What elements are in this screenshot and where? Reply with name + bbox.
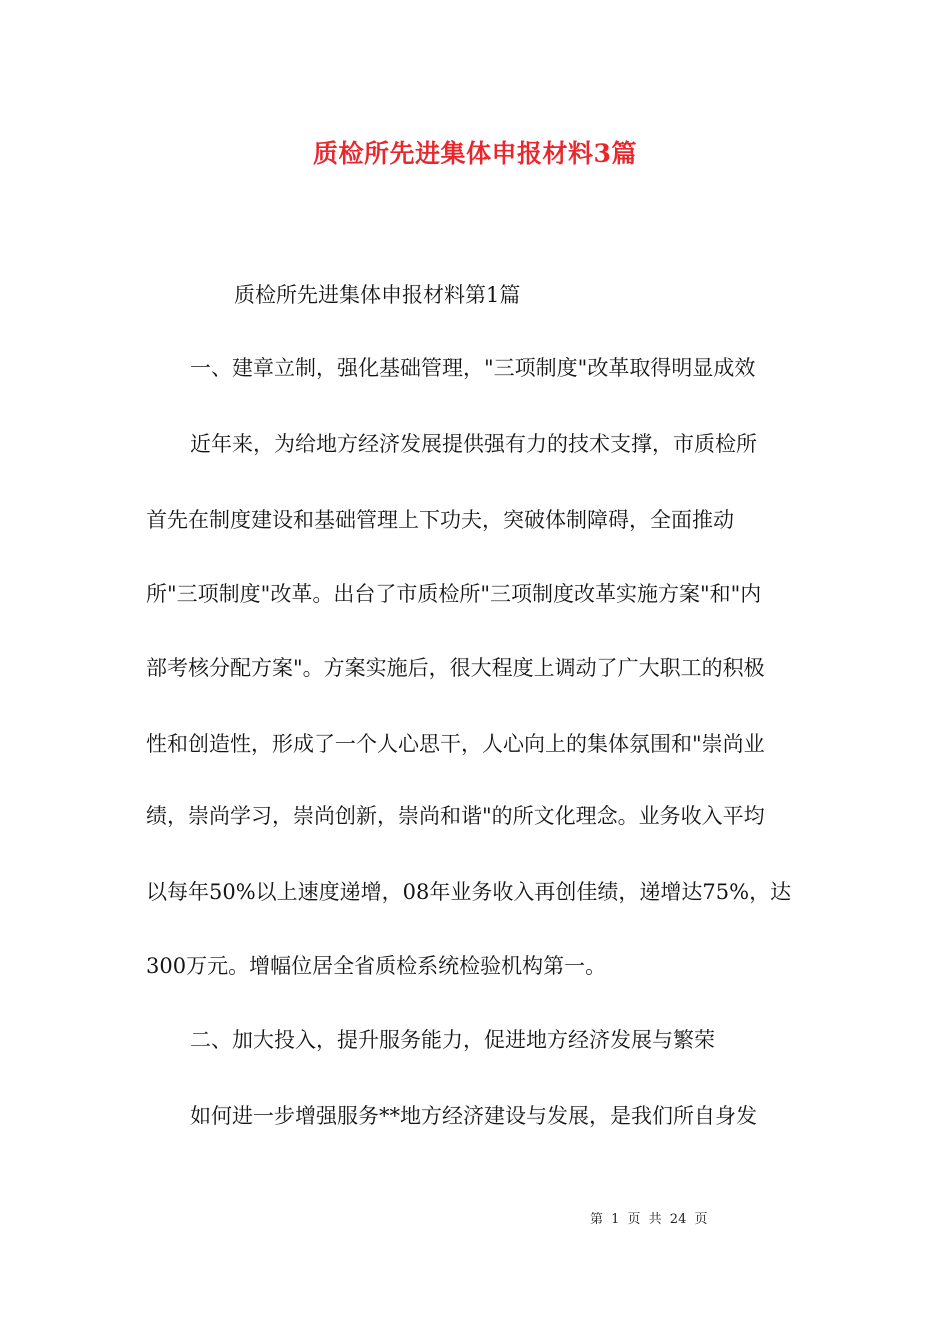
heading-2: 二、加大投入，提升服务能力，促进地方经济发展与繁荣 <box>190 1028 715 1052</box>
paragraph-line: 300万元。增幅位居全省质检系统检验机构第一。 <box>146 954 607 978</box>
paragraph-line: 首先在制度建设和基础管理上下功夫，突破体制障碍，全面推动 <box>146 508 734 532</box>
paragraph-line: 部考核分配方案"。方案实施后，很大程度上调动了广大职工的积极 <box>146 656 765 680</box>
section-heading-part1: 质检所先进集体申报材料第1篇 <box>234 283 521 307</box>
paragraph-line: 性和创造性，形成了一个人心思干，人心向上的集体氛围和"崇尚业 <box>146 732 765 756</box>
document-title: 质检所先进集体申报材料3篇 <box>313 139 637 168</box>
paragraph-line: 近年来，为给地方经济发展提供强有力的技术支撑，市质检所 <box>190 432 757 456</box>
page-footer: 第 1 页 共 24 页 <box>590 1212 708 1227</box>
paragraph-line: 绩，崇尚学习，崇尚创新，崇尚和谐"的所文化理念。业务收入平均 <box>146 804 765 828</box>
paragraph-line: 以每年50%以上速度递增，08年业务收入再创佳绩，递增达75%，达 <box>146 880 792 904</box>
heading-1: 一、建章立制，强化基础管理，"三项制度"改革取得明显成效 <box>190 356 756 380</box>
paragraph-line: 所"三项制度"改革。出台了市质检所"三项制度改革实施方案"和"内 <box>146 582 762 606</box>
paragraph-line: 如何进一步增强服务**地方经济建设与发展，是我们所自身发 <box>190 1104 757 1128</box>
